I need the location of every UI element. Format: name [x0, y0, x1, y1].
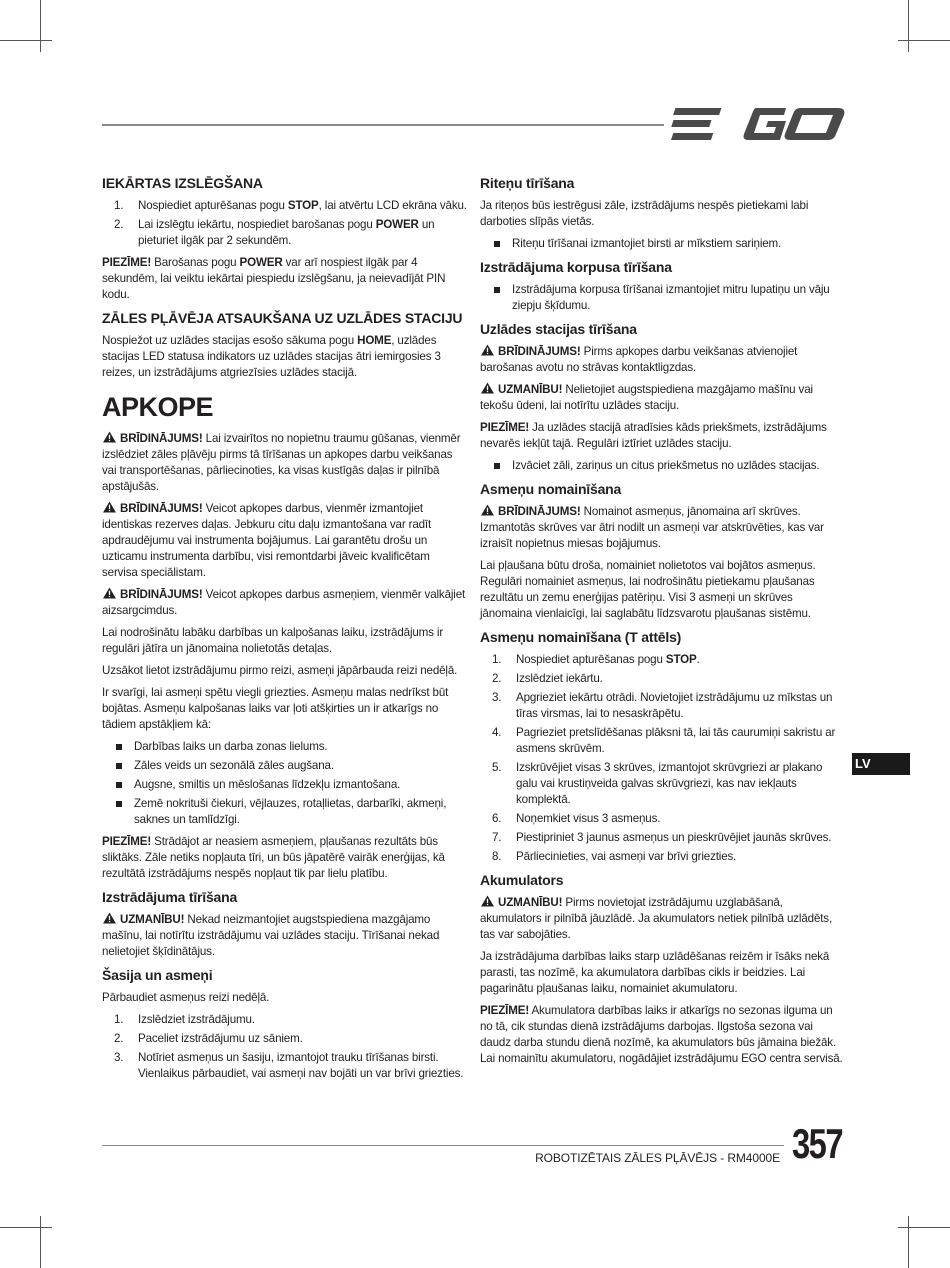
list-item: 7. Piestipriniet 3 jaunus asmeņus un pieskrūvējiet jaunās skrūves. — [492, 831, 832, 844]
main-title-maintenance: APKOPE — [102, 392, 214, 422]
paragraph: Ja riteņos būs iestrēgusi zāle, izstrādājums nespēs pietiekami labi darboties slīpās vietās. — [480, 199, 809, 228]
warning-triangle-icon — [480, 382, 495, 394]
caution: UZMANĪBU! Nekad neizmantojiet augstspiediena mazgājamo mašīnu, lai notīrītu izstrādājumu vai uzlādes staciju. Tīrīšanai nekad nelietojiet šķīdinātājus. — [102, 913, 440, 958]
list-item: 1. Nospiediet apturēšanas pogu STOP. — [492, 653, 700, 666]
note: PIEZĪME! Strādājot ar neasiem asmeņiem, pļaušanas rezultāts būs sliktāks. Zāle netiks nopļauta tīri, un būs jāpatērē vairāk enerģijas, kā rezultātā izstrādājums nespēs nopļaut tik par lielu platību. — [102, 835, 445, 880]
paragraph: Ja izstrādājuma darbības laiks starp uzlādēšanas reizēm ir īsāks nekā parasti, tas nozīmē, ka akumulatora darbības cikls ir beidzies. Lai pagarinātu pļaušanas laiku, nomainiet akumulatoru. — [480, 950, 830, 995]
list-item: 2. Paceliet izstrādājumu uz sāniem. — [114, 1032, 303, 1045]
blade-steps — [480, 652, 846, 865]
caution: UZMANĪBU! Nelietojiet augstspiediena mazgājamo mašīnu vai tekošu ūdeni, lai notīrītu uzlādes staciju. — [480, 383, 813, 412]
warning: BRĪDINĀJUMS! Veicot apkopes darbus, vienmēr izmantojiet identiskas rezerves daļas. Jebkuru citu daļu izmantošana var radīt apdraudējumu vai instrumenta bojājumus. Lai garantētu drošu un uzticamu instrumenta darbību, visi remontdarbi jāveic kvalificētam servisa speciālistam. — [102, 502, 432, 579]
list-item: 8. Pārliecinieties, vai asmeņi var brīvi griezties. — [492, 850, 737, 863]
section-title-product-cleaning: Izstrādājuma tīrīšana — [102, 889, 238, 905]
bullet-square-icon — [116, 801, 122, 807]
crop-mark — [40, 0, 41, 52]
crop-mark — [0, 1227, 52, 1228]
section-title-wheel-cleaning: Riteņu tīrīšana — [480, 175, 575, 191]
section-title-blade-replacement-fig-t: Asmeņu nomainīšana (T attēls) — [480, 629, 682, 645]
section-title-return-to-station: ZĀLES PĻĀVĒJA ATSAUKŠANA UZ UZLĀDES STACIJU — [102, 310, 463, 326]
warning-triangle-icon — [102, 501, 117, 513]
footer-rule — [102, 1145, 784, 1146]
bullet-square-icon — [116, 744, 122, 750]
note: PIEZĪME! Barošanas pogu POWER var arī nospiest ilgāk par 4 sekundēm, lai veiktu iekārtai piespiedu izslēgšanu, ja neievadījāt PIN kodu. — [102, 256, 446, 301]
warning-triangle-icon — [102, 912, 117, 924]
paragraph: Lai pļaušana būtu droša, nomainiet nolietotos vai bojātos asmeņus. Regulāri nomainiet asmeņus, lai nodrošinātu pietiekamu pļaušanas rezultātu un zemu enerģijas patēriņu. Visi 3 asmeņi un skrūves jānomaina vienlaicīgi, lai saglabātu līdzsvarotu pļaušanas sistēmu. — [480, 559, 816, 620]
footer-product-name: ROBOTIZĒTAIS ZĀLES PĻĀVĒJS - RM4000E — [535, 1151, 780, 1165]
section-title-blade-replacement: Asmeņu nomainīšana — [480, 481, 622, 497]
list-item: Augsne, smiltis un mēslošanas līdzekļu izmantošana. — [102, 777, 468, 793]
paragraph: Nospiežot uz uzlādes stacijas esošo sākuma pogu HOME, uzlādes stacijas LED statusa indikators uz uzlādes stacijas ātri iemirgosies 3 reizes, un izstrādājums atgriezīsies uzlādes stacijā. — [102, 334, 441, 379]
list-item: Izstrādājuma korpusa tīrīšanai izmantojiet mitru lupatiņu un vāju ziepju šķīdumu. — [480, 282, 846, 314]
list-item: Darbības laiks un darba zonas lielums. — [102, 739, 468, 755]
list-item: 1. Izslēdziet izstrādājumu. — [114, 1013, 255, 1026]
paragraph: Lai nodrošinātu labāku darbības un kalpošanas laiku, izstrādājums ir regulāri jātīra un jānomaina nolietotās detaļas. — [102, 626, 444, 655]
conditions-list — [102, 739, 468, 828]
language-tab: LV — [852, 753, 910, 775]
section-title-battery: Akumulators — [480, 872, 564, 888]
section-title-chassis-blades: Šasija un asmeņi — [102, 967, 213, 983]
list-item: 5. Izskrūvējiet visas 3 skrūves, izmantojot skrūvgriezi ar plakano galu vai krustiņveida galvas skrūvgriezi, kas nav iekļauts komplektā. — [492, 761, 823, 806]
list-item: Riteņu tīrīšanai izmantojiet birsti ar mīkstiem sariņiem. — [480, 236, 846, 252]
crop-mark — [898, 40, 950, 41]
warning-triangle-icon — [102, 431, 117, 443]
list-item: 2. Lai izslēgtu iekārtu, nospiediet barošanas pogu POWER un pieturiet ilgāk par 2 sekundēm. — [114, 218, 435, 247]
warning-triangle-icon — [480, 504, 495, 516]
list-item: 3. Apgrieziet iekārtu otrādi. Novietojiet izstrādājumu uz mīkstas un tīras virsmas, lai to nesaskrāpētu. — [492, 691, 833, 720]
crop-mark — [898, 1227, 950, 1228]
list-item: Zemē nokrituši čiekuri, vējlauzes, rotaļlietas, darbarīki, akmeņi, saknes un tamlīdzīgi. — [102, 796, 468, 828]
bullet-list — [480, 282, 846, 314]
paragraph: Pārbaudiet asmeņus reizi nedēļā. — [102, 991, 270, 1004]
bullet-square-icon — [494, 287, 500, 293]
paragraph: Ir svarīgi, lai asmeņi spētu viegli griezties. Asmeņu malas nedrīkst būt bojātas. Asmeņu kalpošanas laiks var ļoti atšķirties un ir atkarīgs no tādiem apstākļiem kā: — [102, 686, 449, 731]
bullet-list — [480, 458, 846, 474]
crop-mark — [40, 1216, 41, 1268]
warning-triangle-icon — [480, 895, 495, 907]
crop-mark — [908, 1216, 909, 1268]
list-item: 2. Izslēdziet iekārtu. — [492, 672, 603, 685]
chassis-steps — [102, 1012, 468, 1082]
note: PIEZĪME! Ja uzlādes stacijā atradīsies kāds priekšmets, izstrādājums nevarēs iekļūt tajā. Regulāri iztīriet uzlādes staciju. — [480, 421, 827, 450]
bullet-list — [480, 236, 846, 252]
bullet-square-icon — [494, 463, 500, 469]
page-number: 357 — [792, 1120, 842, 1167]
caution: UZMANĪBU! Pirms novietojat izstrādājumu uzglabāšanā, akumulators ir pilnībā jāuzlādē. Ja akumulators netiek pilnībā uzlādēts, tas var sabojāties. — [480, 896, 833, 941]
crop-mark — [908, 0, 909, 52]
list-item: 6. Noņemkiet visus 3 asmeņus. — [492, 812, 661, 825]
section-title-switch-off: IEKĀRTAS IZSLĒGŠANA — [102, 175, 263, 191]
paragraph: Uzsākot lietot izstrādājumu pirmo reizi, asmeņi jāpārbauda reizi nedēļā. — [102, 664, 458, 677]
note: PIEZĪME! Akumulatora darbības laiks ir atkarīgs no sezonas ilguma un no tā, cik stundas dienā izstrādājums darbojas. Ilgstoša sezona vai daudz darba stundu dienā nozīmē, ka akumulators būs jāmaina biežāk. Lai nomainītu akumulatoru, nogādājiet izstrādājumu EGO centra servisā. — [480, 1004, 843, 1065]
bullet-square-icon — [116, 782, 122, 788]
warning: BRĪDINĀJUMS! Lai izvairītos no nopietnu traumu gūšanas, vienmēr izslēdziet zāles pļāvēju pirms tā tīrīšanas un apkopes darbu veikšanas vai transportēšanas, pārliecinoties, ka visas kustīgās daļas ir pilnībā apstājušās. — [102, 432, 461, 493]
list-item: Zāles veids un sezonālā zāles augšana. — [102, 758, 468, 774]
ego-logo — [670, 100, 848, 148]
section-title-station-cleaning: Uzlādes stacijas tīrīšana — [480, 321, 637, 337]
section-title-body-cleaning: Izstrādājuma korpusa tīrīšana — [480, 259, 672, 275]
crop-mark — [0, 40, 52, 41]
warning-triangle-icon — [480, 344, 495, 356]
list-item: 3. Notīriet asmeņus un šasiju, izmantojot trauku tīrīšanas birsti. Vienlaikus pārbaudiet, vai asmeņi nav bojāti un var brīvi griezties. — [114, 1051, 464, 1080]
bullet-square-icon — [116, 763, 122, 769]
warning: BRĪDINĀJUMS! Nomainot asmeņus, jānomaina arī skrūves. Izmantotās skrūves var ātri nodilt un asmeņi var atskrūvēties, kas var izraisīt nopietnus miesas bojājumus. — [480, 505, 824, 550]
bullet-square-icon — [494, 241, 500, 247]
list-item: 4. Pagrieziet pretslīdēšanas plāksni tā, lai tās caurumiņi sakristu ar asmens skrūvēm. — [492, 726, 836, 755]
warning: BRĪDINĀJUMS! Veicot apkopes darbus asmeņiem, vienmēr valkājiet aizsargcimdus. — [102, 588, 466, 617]
list-item: Izvāciet zāli, zariņus un citus priekšmetus no uzlādes stacijas. — [480, 458, 846, 474]
header-rule — [102, 124, 664, 126]
left-column — [102, 168, 468, 1088]
warning-triangle-icon — [102, 587, 117, 599]
warning: BRĪDINĀJUMS! Pirms apkopes darbu veikšanas atvienojiet barošanas avotu no strāvas kontaktligzdas. — [480, 345, 798, 374]
right-column — [480, 168, 846, 1073]
list-item: 1. Nospiediet apturēšanas pogu STOP, lai atvērtu LCD ekrāna vāku. — [114, 199, 467, 212]
switch-off-steps — [102, 198, 468, 249]
